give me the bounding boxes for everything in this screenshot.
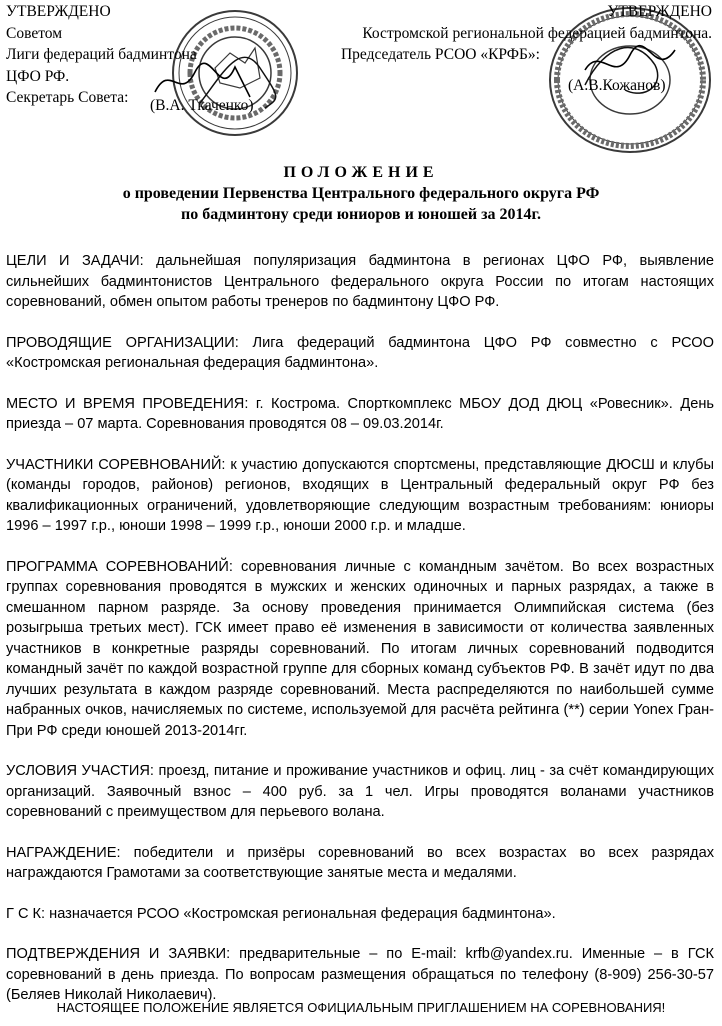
title-heading: ПОЛОЖЕНИЕ bbox=[283, 164, 439, 181]
section-label: ПРОГРАММА СОРЕВНОВАНИЙ: bbox=[6, 558, 233, 575]
section-text: Лига федераций бадминтона ЦФО РФ совместно с РСОО «Костромская региональная федерация бадминтона». bbox=[6, 334, 714, 371]
approver-line-2: Лиги федераций бадминтона bbox=[6, 46, 197, 63]
right-signature bbox=[580, 40, 680, 90]
approver-right-line-2: Председатель РСОО «КРФБ»: bbox=[340, 46, 540, 63]
section-text: к участию допускаются спортсмены, представляющие ДЮСШ и клубы (команды городов, районов) регионов, входящих в Центральный федеральный округ РФ без квалификационных ограничений, удовлетворяющие следующим возрастным требованиям: юниоры 1996 – 1997 г.р., юноши 1998 – 1999 г.р., юноши 2000 г.р. и младше. bbox=[6, 456, 715, 534]
section-judges bbox=[6, 904, 714, 925]
approved-label-left: УТВЕРЖДЕНО bbox=[6, 3, 111, 20]
section-label: МЕСТО И ВРЕМЯ ПРОВЕДЕНИЯ: bbox=[6, 395, 249, 412]
section-applications bbox=[6, 944, 714, 1006]
title-line-1: о проведении Первенства Центрального федерального округа РФ bbox=[122, 185, 600, 202]
section-text: предварительные – по E-mail: krfb@yandex.ru. Именные – в ГСК соревнований в день приезда. По вопросам размещения обращаться по телефону (8-909) 256-30-57 (Беляев Николай Николаевич). bbox=[6, 946, 715, 1003]
footer-invitation: НАСТОЯЩЕЕ ПОЛОЖЕНИЕ ЯВЛЯЕТСЯ ОФИЦИАЛЬНЫМ ПРИГЛАШЕНИЕМ НА СОРЕВНОВАНИЯ! bbox=[56, 1000, 666, 1015]
left-signature bbox=[150, 52, 260, 112]
approver-line-1: Советом bbox=[6, 24, 63, 42]
document-body bbox=[6, 251, 714, 1026]
section-program bbox=[6, 557, 714, 742]
section-label: Г С К: bbox=[6, 905, 46, 922]
section-text: назначается РСОО «Костромская региональная федерация бадминтона». bbox=[45, 905, 556, 922]
section-text: г. Кострома. Спорткомплекс МБОУ ДОД ДЮЦ «Ровесник». День приезда – 07 марта. Соревнования проводятся 08 – 09.03.2014г. bbox=[6, 395, 714, 432]
section-label: УЧАСТНИКИ СОРЕВНОВАНИЙ: bbox=[6, 456, 226, 473]
document-title bbox=[0, 162, 722, 225]
section-text: соревнования личные с командным зачётом. Во всех возрастных группах соревнования проводятся в мужских и женских одиночных и парных разрядах, а также в смешанном парном разряде. За основу проведения принимается Олимпийская система (без розыгрыша третьих мест). ГСК имеет право её изменения в зависимости от количества заявленных участников в конкретные разряды соревнований. По итогам личных соревнований подводится командный зачёт по каждой возрастной группе для сборных команд субъектов РФ. В зачёт идут по два лучших результата в каждом разряде соревнований. Места распределяются по наибольшей сумме набранных очков, начисляемых по системе, используемой для расчёта рейтинга (**) серии Yonex Гран-При РФ среди юношей 2013-2014гг. bbox=[6, 558, 715, 739]
section-place-time bbox=[6, 394, 714, 435]
section-label: ПРОВОДЯЩИЕ ОРГАНИЗАЦИИ: bbox=[6, 334, 239, 351]
title-line-2: по бадминтону среди юниоров и юношей за 2014г. bbox=[181, 206, 541, 223]
section-label: ПОДТВЕРЖДЕНИЯ И ЗАЯВКИ: bbox=[6, 946, 231, 962]
approved-label-right: УТВЕРЖДЕНО bbox=[607, 3, 712, 20]
section-text: дальнейшая популяризация бадминтона в регионах ЦФО РФ, выявление сильнейших бадминтонистов Центрального федерального округа России по итогам настоящих соревнований, обмен опытом работы тренеров по бадминтону ЦФО РФ. bbox=[6, 253, 715, 310]
approver-line-3: ЦФО РФ. bbox=[6, 67, 70, 85]
section-label: НАГРАЖДЕНИЕ: bbox=[6, 844, 121, 861]
right-signatory-name: (А.В.Кожанов) bbox=[568, 77, 666, 94]
section-participants bbox=[6, 455, 714, 537]
section-conditions bbox=[6, 761, 714, 823]
approver-right-line-1: Костромской региональной федерацией бадминтона. bbox=[362, 24, 712, 42]
section-goals bbox=[6, 251, 714, 313]
section-text: проезд, питание и проживание участников и офиц. лиц - за счёт командирующих организаций. Заявочный взнос – 400 руб. за 1 чел. Игры проводятся воланами участников соревнований с преимуществом для перьевого волана. bbox=[6, 763, 714, 820]
approver-line-4: Секретарь Совета: bbox=[6, 89, 129, 106]
section-organizers bbox=[6, 333, 714, 374]
section-label: ЦЕЛИ И ЗАДАЧИ: bbox=[6, 253, 144, 269]
section-awards bbox=[6, 843, 714, 884]
section-text: победители и призёры соревнований во всех возрастах во всех разрядах награждаются Грамотами за соответствующие занятые места и медалями. bbox=[6, 844, 714, 881]
section-label: УСЛОВИЯ УЧАСТИЯ: bbox=[6, 763, 154, 779]
left-signatory-name: (В.А. Ткаченко) bbox=[150, 97, 254, 114]
